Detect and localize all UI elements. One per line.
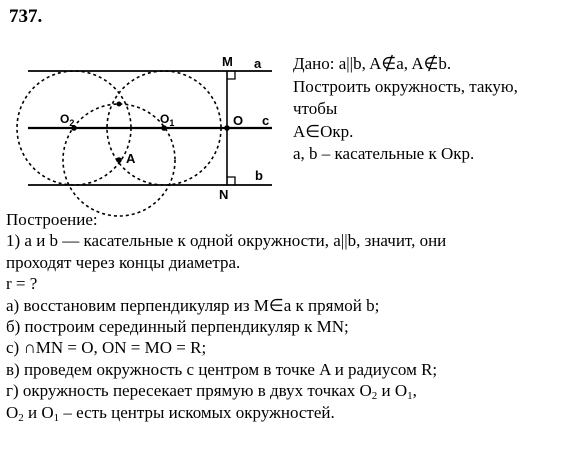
label-o: O: [233, 113, 244, 128]
construction-line: проходят через концы диаметра.: [6, 252, 241, 272]
construction-line: r = ?: [6, 274, 38, 294]
label-n: N: [219, 187, 229, 202]
right-angle-n: [227, 177, 235, 185]
construction-heading: Построение:: [6, 210, 98, 229]
label-a-point: A: [126, 151, 136, 166]
construction-block: [6, 209, 446, 423]
point-o1: [161, 125, 167, 131]
point-o: [224, 125, 230, 131]
label-c-line: c: [262, 113, 270, 128]
point-a: [116, 157, 122, 163]
label-b-line: b: [255, 168, 263, 183]
construction-line: с) ∩MN = O, ON = MO = R;: [6, 338, 207, 358]
given-block: [293, 53, 518, 166]
construction-line: б) построим серединный перпендикуляр к MN;: [6, 317, 349, 337]
label-a-line: a: [254, 56, 262, 71]
label-m: M: [222, 54, 233, 69]
problem-number: 737.: [9, 6, 43, 27]
right-angle-m: [227, 71, 235, 79]
construction-line: в) проведем окружность с центром в точке A и радиусом R;: [6, 359, 438, 379]
given-line: чтобы: [293, 99, 338, 118]
label-o2: $O_2$: [60, 112, 75, 128]
label-o1: $O_1$: [160, 112, 175, 128]
given-line: Построить окружность, такую,: [293, 76, 518, 96]
construction-line: 1) a и b — касательные к одной окружности, a||b, значит, они: [6, 231, 447, 251]
given-line: A∈Окр.: [293, 121, 354, 141]
given-line: a, b – касательные к Окр.: [293, 144, 475, 163]
construction-line: г) окружность пересекает прямую в двух точках $O_2$ и $O_1$,: [6, 381, 417, 403]
point-top: [117, 102, 122, 107]
given-line: Дано: a||b, A∉a, A∉b.: [293, 54, 452, 73]
construction-line: $O_2$ и $O_1$ – есть центры искомых окружностей.: [6, 402, 335, 424]
construction-line: а) восстановим перпендикуляр из M∈a к прямой b;: [6, 295, 380, 315]
